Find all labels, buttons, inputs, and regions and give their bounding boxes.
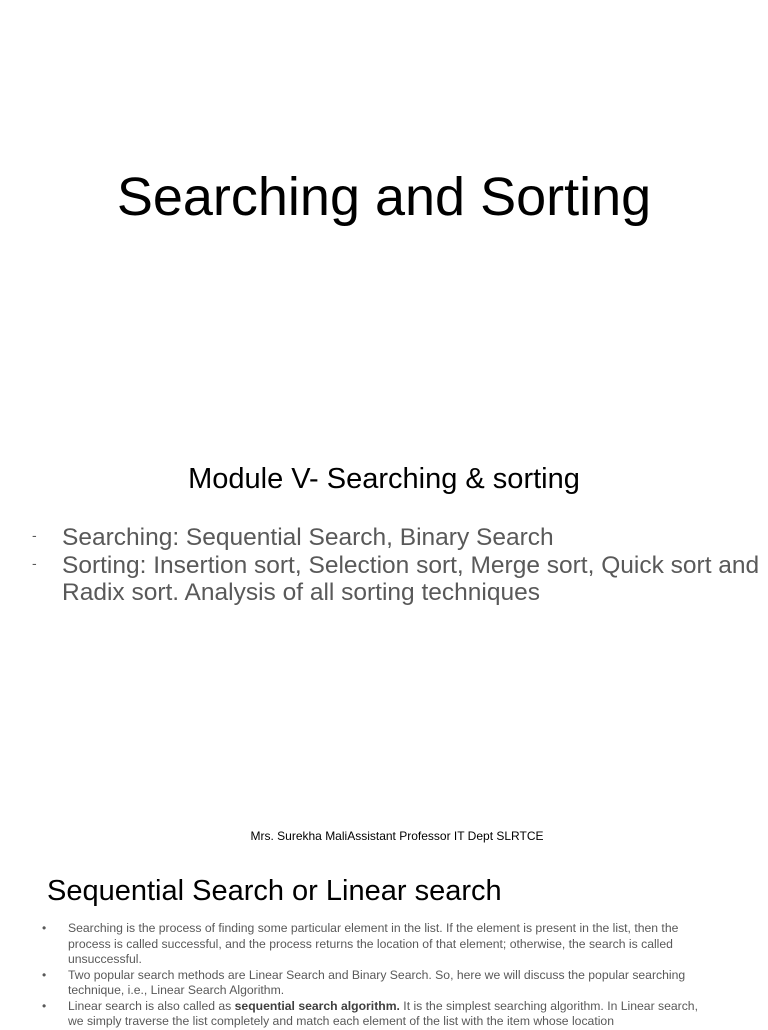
list-item: [40, 921, 700, 968]
slide-title: Searching and Sorting: [116, 167, 652, 227]
bullet-icon: •: [42, 967, 47, 982]
bullet-list: [40, 921, 700, 1030]
list-item-text-bold: sequential search algorithm.: [234, 998, 400, 1013]
dash-bullet-icon: -: [32, 527, 37, 543]
list-item-text-suffix: It is the simplest searching algorithm. In Linear search, we simply traverse the list completely and match each element of the list with the item whose location: [68, 998, 698, 1028]
list-item-text: Two popular search methods are Linear Search and Binary Search. So, here we will discuss the popular searching technique, i.e., Linear Search Algorithm.: [68, 967, 686, 997]
slide-footer: Mrs. Surekha MaliAssistant Professor IT Dept SLRTCE: [250, 829, 544, 843]
list-item: [40, 999, 700, 1030]
dash-bullet-icon: -: [32, 554, 37, 571]
bullet-icon: •: [42, 921, 47, 935]
topic-item: [30, 524, 760, 552]
topic-list: [30, 524, 760, 607]
list-item: [40, 968, 700, 999]
topic-text: Searching: Sequential Search, Binary Search: [62, 524, 554, 551]
topic-text: Sorting: Insertion sort, Selection sort, Merge sort, Quick sort and Radix sort. Analysis of all sorting techniques: [62, 551, 760, 606]
section-heading: Sequential Search or Linear search: [47, 875, 502, 907]
topic-item: [30, 552, 760, 607]
list-item-text: Searching is the process of finding some particular element in the list. If the element is present in the list, then the process is called successful, and the process returns the location of that element; otherwise, the search is called unsuccessful.: [68, 921, 679, 966]
list-item-text-prefix: Linear search is also called as: [68, 998, 235, 1013]
module-title: Module V- Searching & sorting: [188, 463, 580, 495]
bullet-icon: •: [42, 998, 47, 1013]
